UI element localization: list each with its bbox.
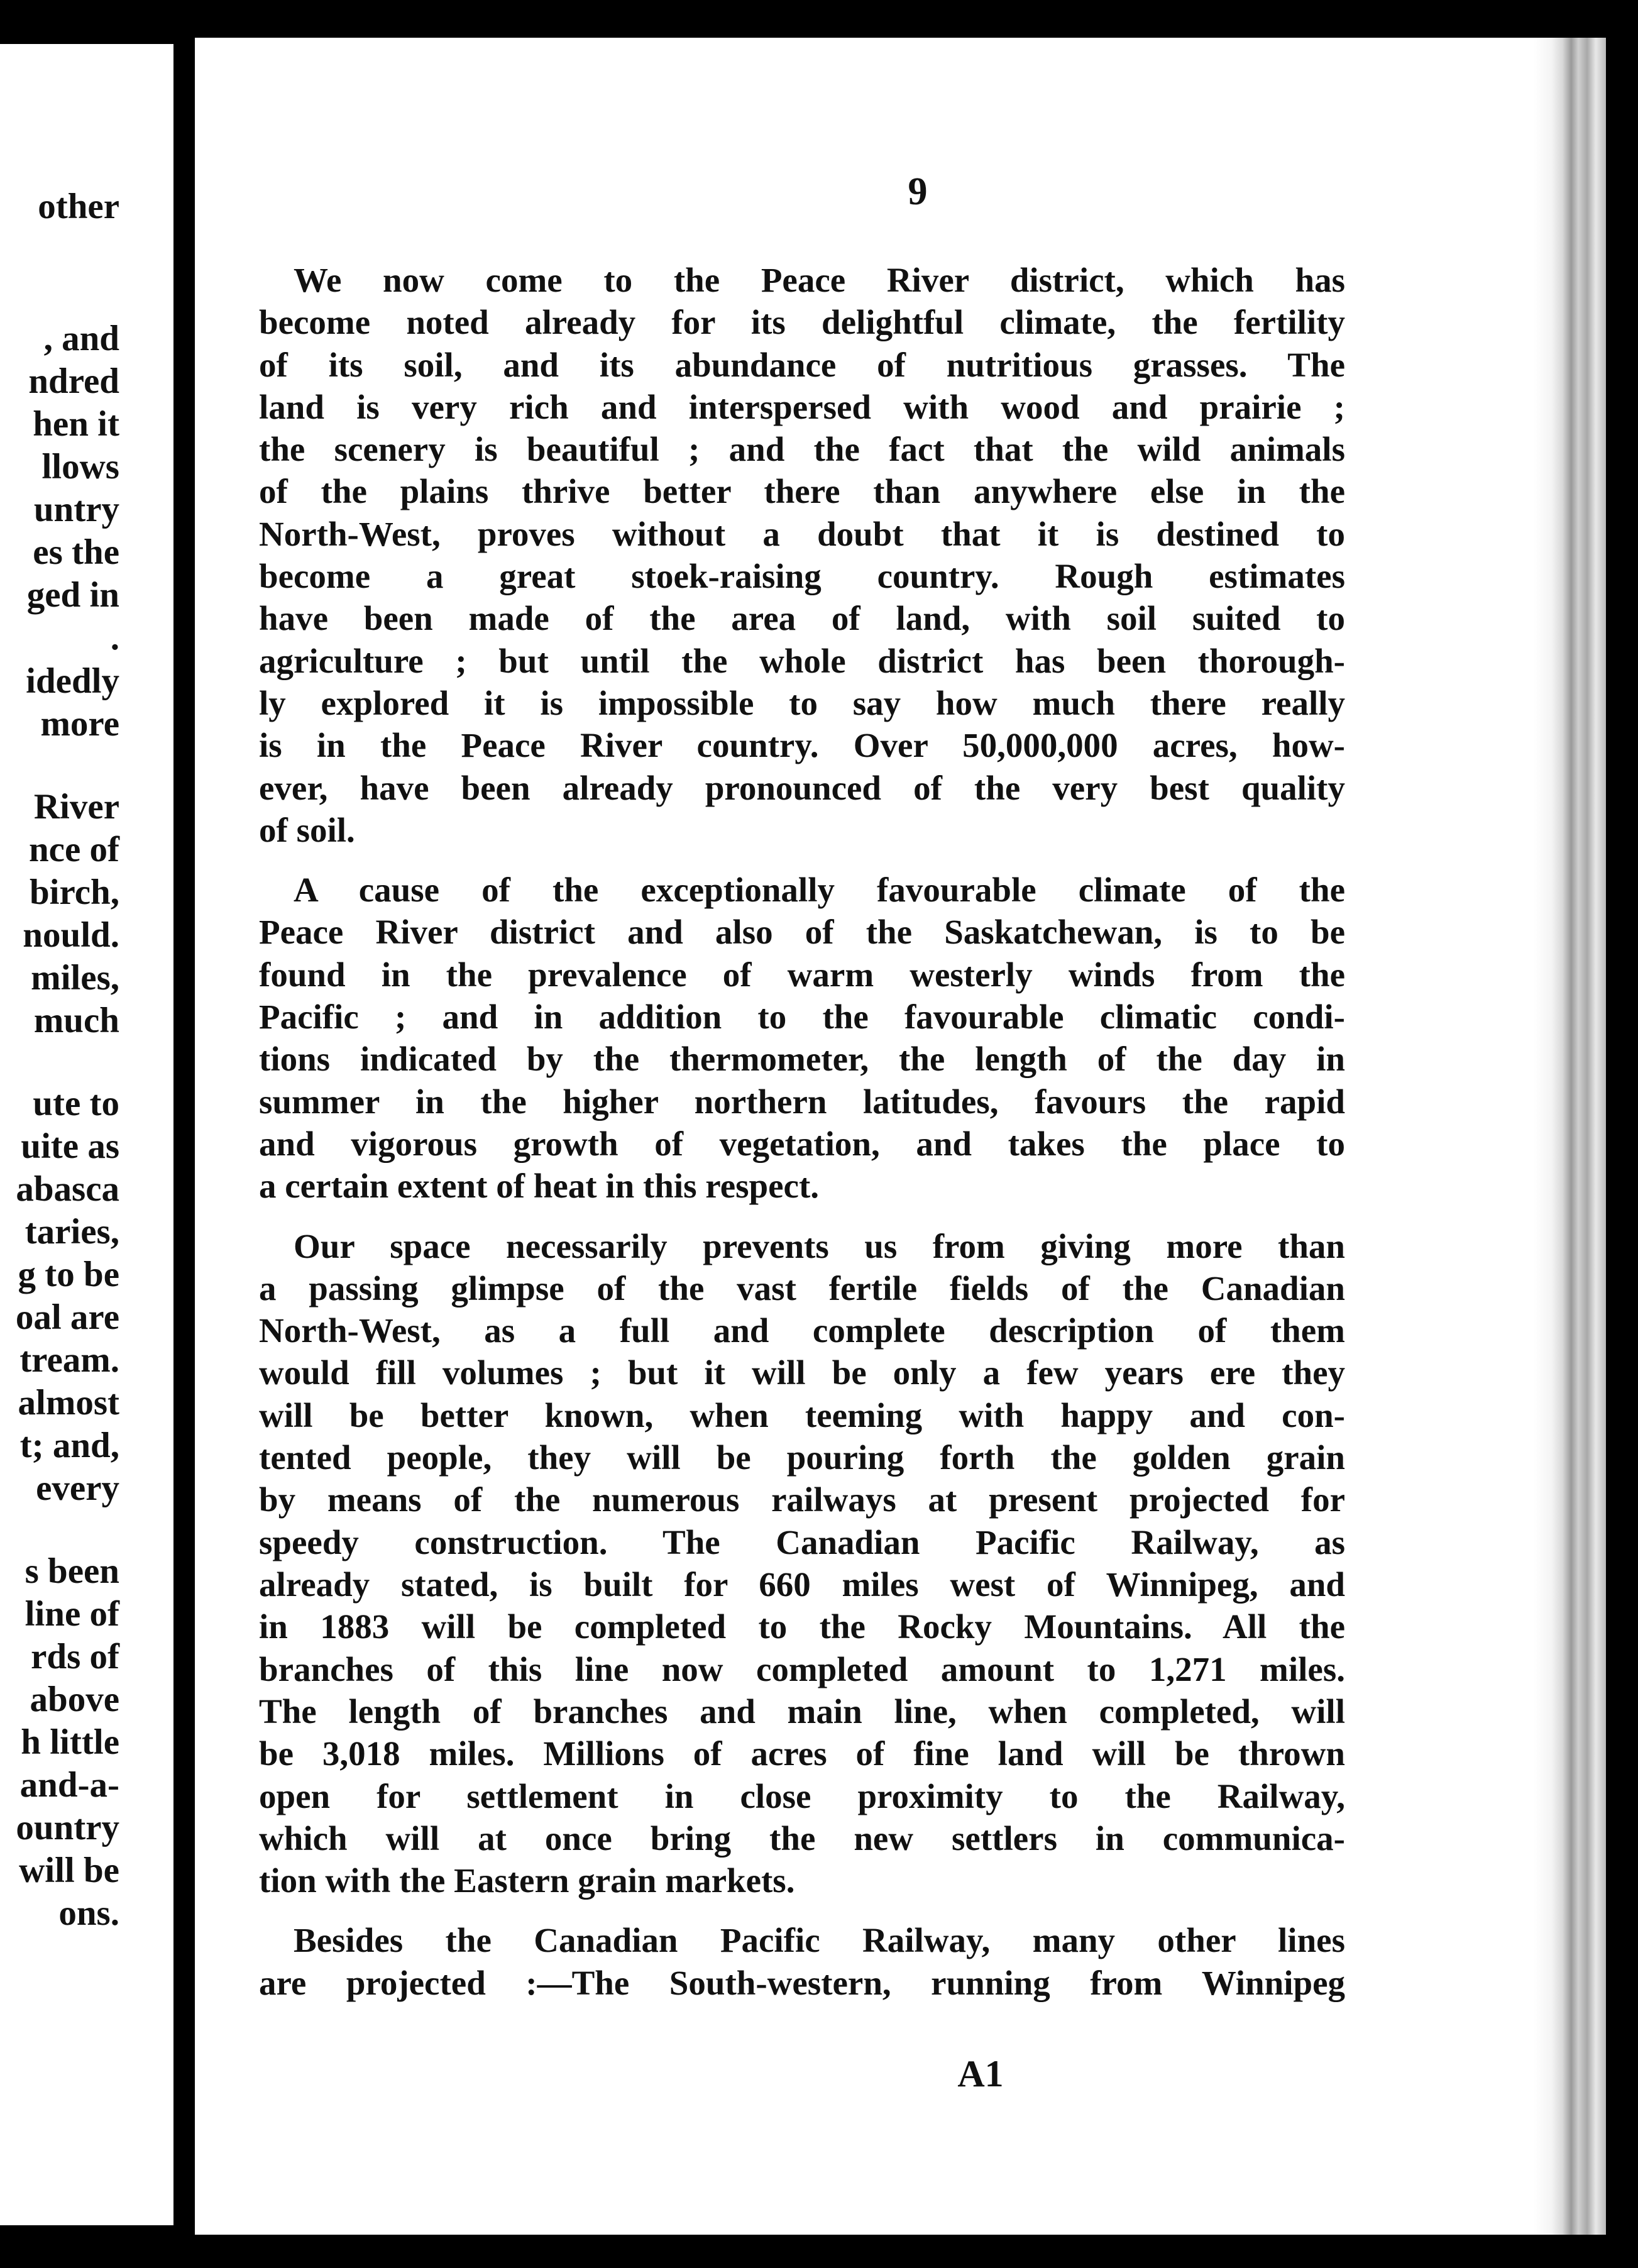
- paragraph-line: Peace River district and also of the Saskatchewan, is to be: [259, 913, 1345, 951]
- paragraph-line: A cause of the exceptionally favourable climate of the: [294, 871, 1345, 909]
- paragraph-line: North-West, proves without a doubt that it is destined to: [259, 515, 1345, 553]
- paragraph-line: of its soil, and its abundance of nutritious grasses. The: [259, 346, 1345, 384]
- paragraph-line: which will at once bring the new settlers in communica-: [259, 1819, 1345, 1858]
- left-page-line: above: [30, 1680, 119, 1719]
- paragraph-line: land is very rich and interspersed with wood and prairie ;: [259, 388, 1345, 426]
- signature-mark: A1: [957, 2053, 1004, 2095]
- paragraph-line: tion with the Eastern grain markets.: [259, 1861, 795, 1900]
- paragraph-line: tions indicated by the thermometer, the length of the day in: [259, 1040, 1345, 1078]
- left-page-line: River: [33, 787, 119, 827]
- paragraph-line: of soil.: [259, 811, 355, 849]
- paragraph-line: already stated, is built for 660 miles west of Winnipeg, and: [259, 1565, 1345, 1604]
- left-page-line: untry: [33, 490, 119, 529]
- paragraph-line: is in the Peace River country. Over 50,000,000 acres, how-: [259, 726, 1345, 764]
- left-page-line: miles,: [31, 958, 119, 998]
- left-page-line: ons.: [58, 1893, 119, 1933]
- left-page-line: ndred: [28, 361, 119, 401]
- left-page-line: h little: [21, 1722, 119, 1762]
- paragraph-line: summer in the higher northern latitudes, favours the rapid: [259, 1082, 1345, 1121]
- left-page-line: birch,: [29, 873, 119, 912]
- paragraph-line: have been made of the area of land, with soil suited to: [259, 599, 1345, 637]
- page-number: 9: [908, 170, 928, 213]
- paragraph-line: The length of branches and main line, when completed, will: [259, 1692, 1345, 1731]
- left-page-line: ute to: [33, 1084, 119, 1123]
- paragraph-line: will be better known, when teeming with happy and con-: [259, 1396, 1345, 1434]
- paragraph-line: ly explored it is impossible to say how much there really: [259, 684, 1345, 722]
- paragraph-line: of the plains thrive better there than anywhere else in the: [259, 472, 1345, 510]
- paragraph-line: branches of this line now completed amount to 1,271 miles.: [259, 1650, 1345, 1688]
- paragraph-line: are projected :—The South-western, running from Winnipeg: [259, 1964, 1345, 2002]
- paragraph-line: by means of the numerous railways at present projected for: [259, 1480, 1345, 1519]
- paragraph-line: would fill volumes ; but it will be only a few years ere they: [259, 1353, 1345, 1392]
- left-page-line: more: [40, 704, 119, 744]
- left-page-line: ged in: [26, 575, 119, 615]
- left-page-line: uite as: [21, 1126, 119, 1166]
- left-page-line: much: [33, 1001, 119, 1040]
- left-page-line: taries,: [25, 1212, 119, 1252]
- paragraph-line: tented people, they will be pouring forth the golden grain: [259, 1438, 1345, 1477]
- page-edge-stack: [1534, 38, 1606, 2235]
- left-page-line: and-a-: [19, 1765, 119, 1805]
- left-page-line: g to be: [18, 1255, 119, 1294]
- left-page-line: nce of: [28, 830, 119, 869]
- left-page-line: will be: [19, 1851, 119, 1890]
- paragraph-line: ever, have been already pronounced of the very best quality: [259, 769, 1345, 807]
- left-page-line: hen it: [33, 404, 119, 444]
- left-page-line: line of: [25, 1594, 119, 1634]
- paragraph-line: a certain extent of heat in this respect.: [259, 1167, 820, 1205]
- paragraph-line: in 1883 will be completed to the Rocky Mountains. All the: [259, 1607, 1345, 1646]
- paragraph-line: open for settlement in close proximity to the Railway,: [259, 1777, 1345, 1815]
- left-page-line: every: [36, 1468, 119, 1508]
- paragraph-line: found in the prevalence of warm westerly winds from the: [259, 955, 1345, 994]
- left-page-line: almost: [18, 1383, 119, 1423]
- left-page-line: .: [110, 618, 119, 658]
- left-page-line: s been: [25, 1551, 119, 1591]
- left-page-line: abasca: [16, 1169, 119, 1209]
- paragraph-line: agriculture ; but until the whole district has been thorough-: [259, 642, 1345, 680]
- paragraph-line: become noted already for its delightful climate, the fertility: [259, 303, 1345, 341]
- paragraph-line: Our space necessarily prevents us from giving more than: [294, 1227, 1345, 1265]
- left-page-line: es the: [33, 532, 119, 572]
- paragraph-line: We now come to the Peace River district, which has: [294, 261, 1345, 299]
- left-facing-page: [0, 44, 177, 2225]
- left-page-line: t; and,: [19, 1426, 119, 1465]
- left-page-line: ountry: [16, 1808, 119, 1847]
- paragraph-line: a passing glimpse of the vast fertile fields of the Canadian: [259, 1269, 1345, 1307]
- paragraph-line: Pacific ; and in addition to the favourable climatic condi-: [259, 998, 1345, 1036]
- left-page-line: llows: [41, 447, 119, 487]
- left-page-line: idedly: [26, 661, 119, 701]
- paragraph-line: be 3,018 miles. Millions of acres of fine land will be thrown: [259, 1734, 1345, 1773]
- paragraph-line: and vigorous growth of vegetation, and takes the place to: [259, 1125, 1345, 1163]
- left-page-line: nould.: [23, 915, 119, 955]
- paragraph-line: Besides the Canadian Pacific Railway, many other lines: [294, 1921, 1345, 1959]
- left-page-line: other: [38, 187, 119, 226]
- left-page-line: tream.: [19, 1340, 119, 1380]
- left-page-line: rds of: [31, 1637, 119, 1676]
- paragraph-line: North-West, as a full and complete description of them: [259, 1311, 1345, 1350]
- left-page-line: , and: [43, 319, 119, 358]
- paragraph-line: speedy construction. The Canadian Pacific Railway, as: [259, 1523, 1345, 1561]
- left-page-line: oal are: [15, 1297, 119, 1337]
- paragraph-line: become a great stoek-raising country. Rough estimates: [259, 557, 1345, 595]
- paragraph-line: the scenery is beautiful ; and the fact that the wild animals: [259, 430, 1345, 468]
